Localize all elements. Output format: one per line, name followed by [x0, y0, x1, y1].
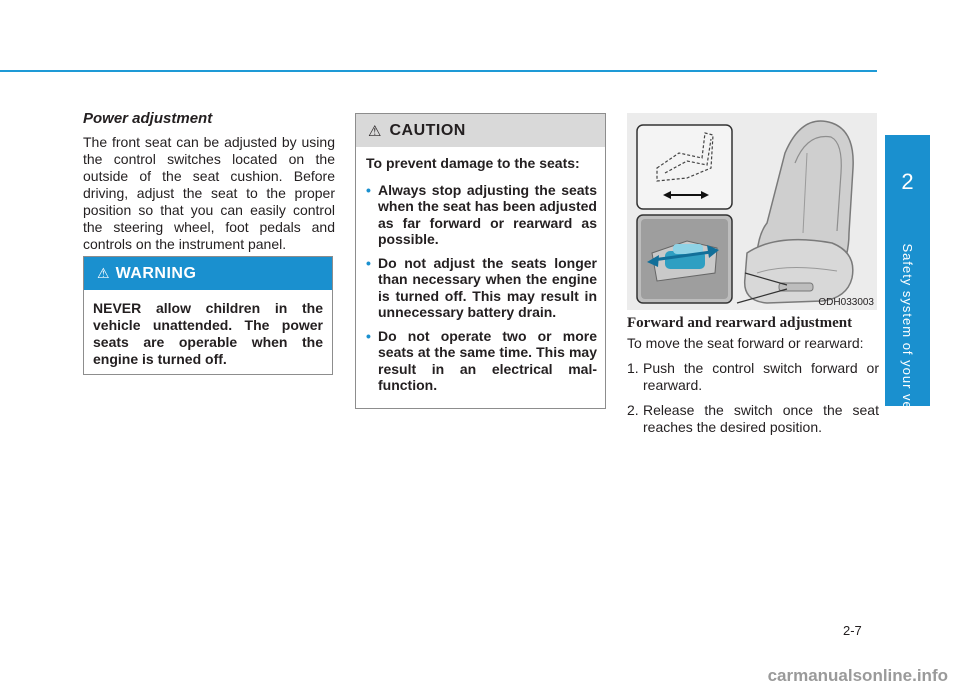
chapter-number: 2 [901, 169, 914, 194]
chapter-tab [885, 135, 930, 442]
bullet-icon: • [366, 254, 371, 271]
footer-watermark: carmanualsonline.info [767, 666, 948, 685]
chapter-title: Safety system of your vehicle [900, 243, 915, 442]
caution-item: • Do not adjust the seats longer than necessary when the engine is turned off. This may result in unnecessary battery drain. [366, 254, 597, 320]
step-number: 1. [627, 360, 639, 376]
page-number: 2-7 [843, 623, 862, 638]
section-body: The front seat can be adjusted by using the control switches located on the outside of the seat cushion. Before driving, adjust the seat to the proper position so that you can easily control the steering wheel, foot pedals and controls on the instrument panel. [83, 134, 335, 252]
power-adjustment-section [83, 110, 335, 253]
caution-intro: To prevent damage to the seats: [366, 155, 580, 171]
caution-triangle-icon: ⚠ [368, 122, 382, 140]
seat-illustration [627, 113, 877, 310]
step-number: 2. [627, 402, 639, 418]
figure-code: ODH033003 [818, 297, 874, 308]
caution-body [356, 147, 605, 394]
caution-label: CAUTION [389, 121, 466, 139]
warning-header [84, 257, 332, 290]
section-title: Power adjustment [83, 110, 213, 127]
warning-triangle-icon: ⚠ [97, 265, 110, 281]
step-text: Release the switch once the seat reaches the desired position. [643, 402, 879, 435]
bullet-icon: • [366, 327, 371, 344]
forward-rearward-section [627, 335, 879, 444]
warning-text: NEVER allow children in the vehicle unattended. The power seats are operable when the engine is turned off. [93, 300, 323, 367]
forward-rearward-title: Forward and rearward adjustment [627, 315, 853, 331]
caution-item: • Do not operate two or more seats at the same time. This may result in an electrical mal-function. [366, 327, 597, 393]
caution-header [356, 114, 605, 147]
caution-item: • Always stop adjusting the seats when the seat has been adjusted as far forward or rearward as possible. [366, 181, 597, 247]
header-rule [0, 70, 877, 72]
bullet-icon: • [366, 181, 371, 198]
step-item [627, 402, 879, 436]
step-item [627, 360, 879, 394]
seat-illustration-icon [627, 113, 877, 310]
warning-box [83, 256, 333, 375]
warning-label: WARNING [115, 264, 197, 282]
step-text: Push the control switch forward or rearward. [643, 360, 879, 393]
forward-rearward-intro: To move the seat forward or rearward: [627, 335, 864, 351]
caution-box [355, 113, 606, 409]
caution-list [366, 182, 597, 394]
